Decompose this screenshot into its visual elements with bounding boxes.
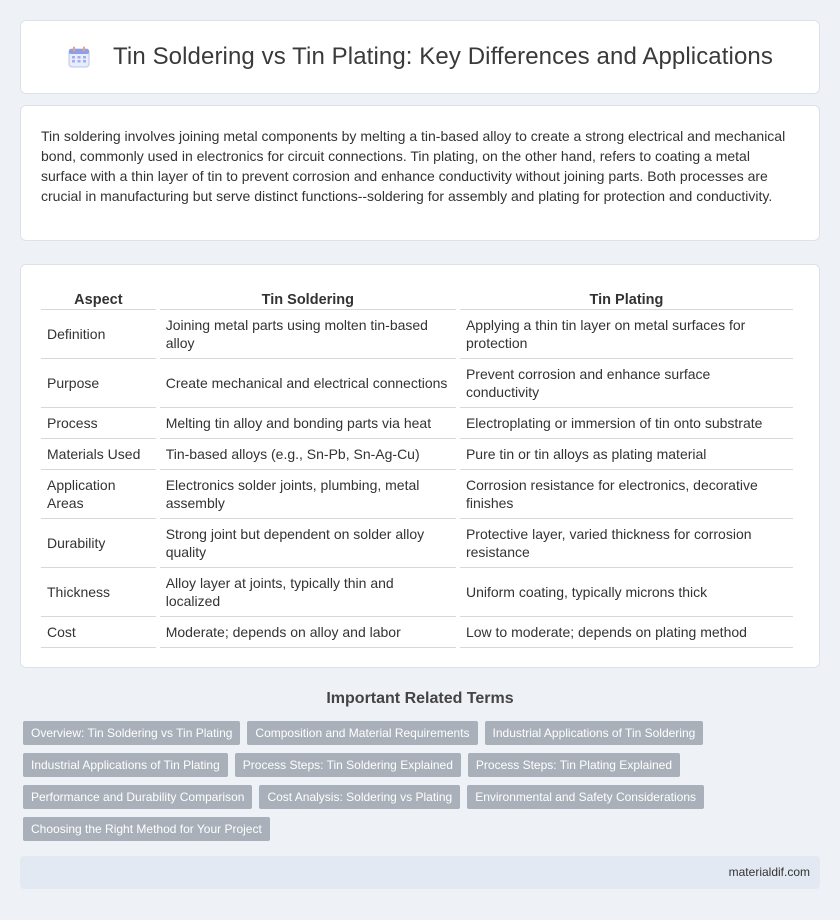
tag-row <box>23 721 823 745</box>
related-term-tag[interactable]: Environmental and Safety Considerations <box>467 785 704 809</box>
intro-paragraph: Tin soldering involves joining metal components by melting a tin-based alloy to create a strong electrical and mechanical bond, commonly used in electronics for circuit connections. Tin plating, on the other hand, refers to coating a metal surface with a thin layer of tin to prevent corrosion and enhance conductivity without joining parts. Both processes are crucial in manufacturing but serve distinct functions--soldering for assembly and plating for protection and conductivity. <box>41 128 786 204</box>
related-term-tag[interactable]: Process Steps: Tin Plating Explained <box>468 753 680 777</box>
cell-aspect: Process <box>41 408 156 439</box>
calendar-icon <box>67 45 91 69</box>
related-term-tag[interactable]: Composition and Material Requirements <box>247 721 477 745</box>
cell-plating: Electroplating or immersion of tin onto substrate <box>460 408 793 439</box>
cell-plating: Low to moderate; depends on plating method <box>460 617 793 648</box>
comparison-table-card <box>20 264 820 668</box>
cell-soldering: Electronics solder joints, plumbing, metal assembly <box>160 470 456 519</box>
tag-row <box>23 785 823 809</box>
cell-aspect: Thickness <box>41 568 156 617</box>
cell-plating: Prevent corrosion and enhance surface conductivity <box>460 359 793 408</box>
cell-soldering: Tin-based alloys (e.g., Sn-Pb, Sn-Ag-Cu) <box>160 439 456 470</box>
comparison-table <box>37 285 797 648</box>
table-row <box>41 408 793 439</box>
footer-site-link[interactable]: materialdif.com <box>728 865 810 879</box>
cell-aspect: Definition <box>41 310 156 359</box>
footer <box>20 856 820 889</box>
page-title: Tin Soldering vs Tin Plating: Key Differences and Applications <box>113 43 773 70</box>
cell-soldering: Moderate; depends on alloy and labor <box>160 617 456 648</box>
header-tin-soldering: Tin Soldering <box>160 285 456 310</box>
tag-row <box>23 817 823 841</box>
cell-plating: Applying a thin tin layer on metal surfaces for protection <box>460 310 793 359</box>
related-terms-list <box>23 721 823 849</box>
cell-soldering: Melting tin alloy and bonding parts via heat <box>160 408 456 439</box>
title-wrap <box>67 43 773 71</box>
table-row <box>41 617 793 648</box>
intro-card <box>20 105 820 241</box>
cell-aspect: Application Areas <box>41 470 156 519</box>
related-term-tag[interactable]: Industrial Applications of Tin Soldering <box>485 721 704 745</box>
cell-soldering: Create mechanical and electrical connections <box>160 359 456 408</box>
cell-plating: Protective layer, varied thickness for corrosion resistance <box>460 519 793 568</box>
related-term-tag[interactable]: Overview: Tin Soldering vs Tin Plating <box>23 721 240 745</box>
header-card <box>20 20 820 94</box>
tag-row <box>23 753 823 777</box>
cell-soldering: Strong joint but dependent on solder alloy quality <box>160 519 456 568</box>
cell-soldering: Alloy layer at joints, typically thin and localized <box>160 568 456 617</box>
related-term-tag[interactable]: Process Steps: Tin Soldering Explained <box>235 753 461 777</box>
cell-plating: Pure tin or tin alloys as plating material <box>460 439 793 470</box>
cell-aspect: Cost <box>41 617 156 648</box>
table-row <box>41 470 793 519</box>
cell-plating: Uniform coating, typically microns thick <box>460 568 793 617</box>
related-terms-title: Important Related Terms <box>326 690 514 707</box>
cell-soldering: Joining metal parts using molten tin-based alloy <box>160 310 456 359</box>
cell-aspect: Purpose <box>41 359 156 408</box>
related-term-tag[interactable]: Cost Analysis: Soldering vs Plating <box>259 785 460 809</box>
table-header-row <box>41 285 793 310</box>
related-term-tag[interactable]: Choosing the Right Method for Your Project <box>23 817 270 841</box>
cell-aspect: Durability <box>41 519 156 568</box>
table-row <box>41 310 793 359</box>
table-row <box>41 568 793 617</box>
table-row <box>41 519 793 568</box>
related-term-tag[interactable]: Performance and Durability Comparison <box>23 785 252 809</box>
header-tin-plating: Tin Plating <box>460 285 793 310</box>
header-aspect: Aspect <box>41 285 156 310</box>
related-term-tag[interactable]: Industrial Applications of Tin Plating <box>23 753 228 777</box>
table-row <box>41 439 793 470</box>
table-row <box>41 359 793 408</box>
cell-aspect: Materials Used <box>41 439 156 470</box>
cell-plating: Corrosion resistance for electronics, decorative finishes <box>460 470 793 519</box>
